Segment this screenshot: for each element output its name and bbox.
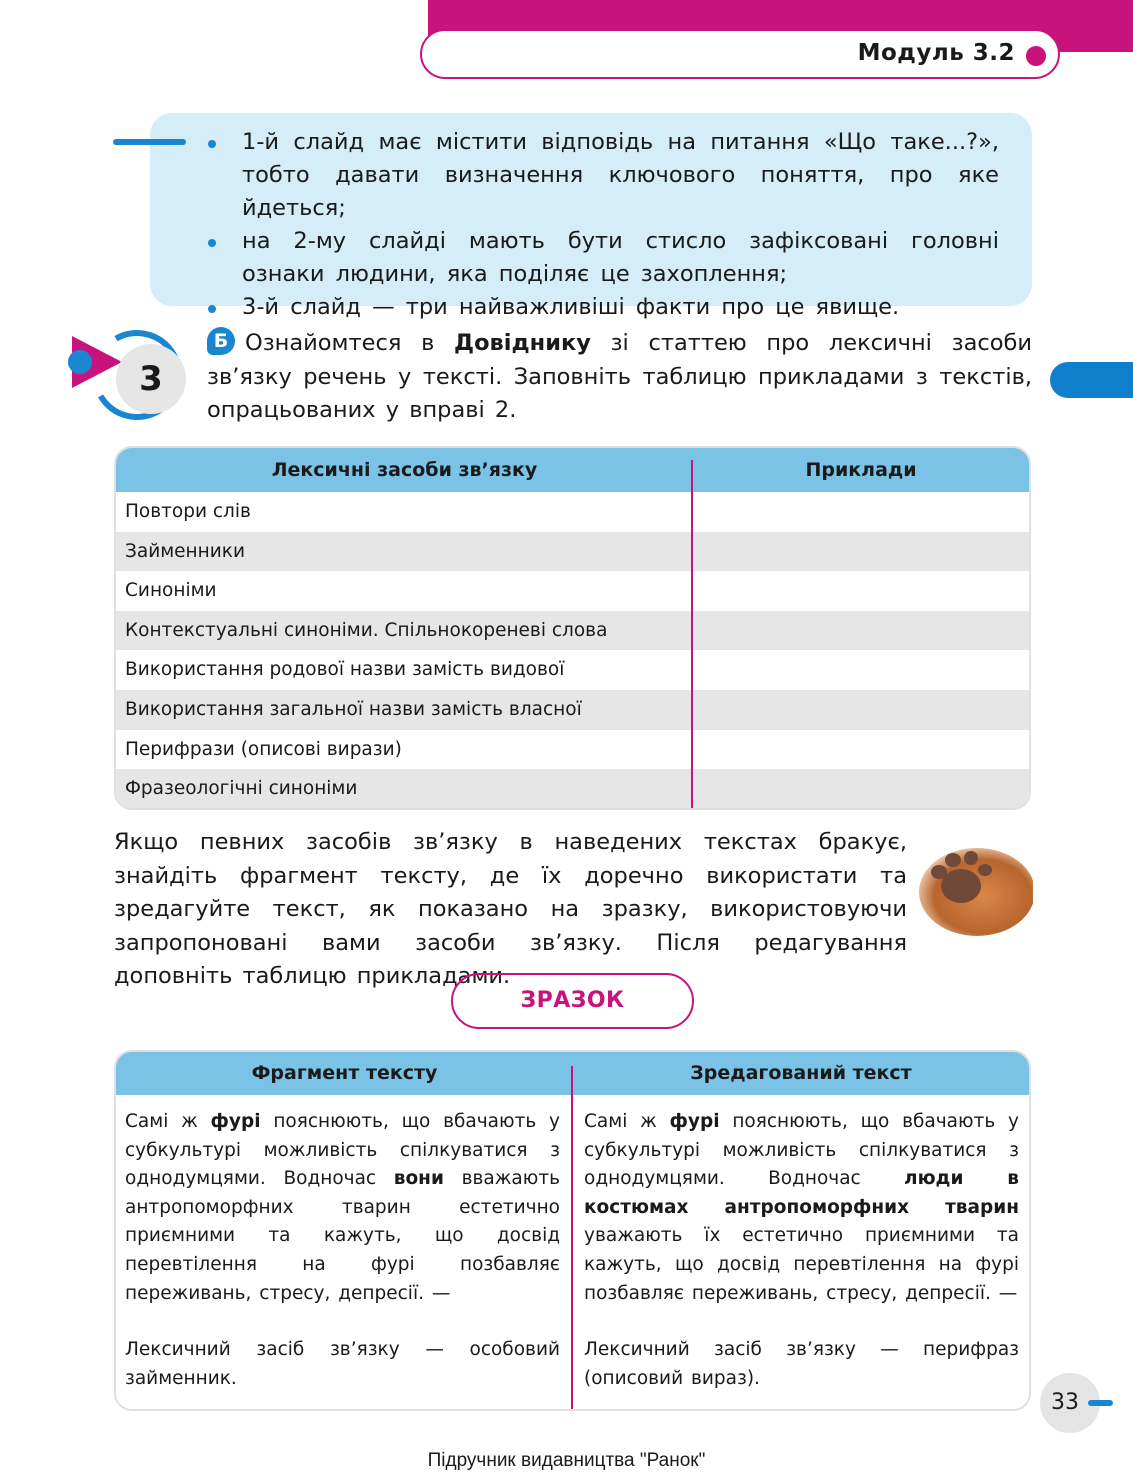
level-b-badge-icon: Б (207, 327, 235, 355)
instruction-bold-reference: Довіднику (454, 330, 591, 356)
table-header-row (116, 448, 1029, 492)
edited-cell (584, 1108, 1019, 1393)
table-row: Перифрази (описові вирази) (125, 738, 402, 760)
column-header-means: Лексичні засоби зв’язку (271, 459, 538, 481)
table-row: Синоніми (125, 580, 217, 602)
fragment-text (125, 1108, 560, 1308)
table-row: Використання загальної назви замість власної (116, 690, 1029, 730)
edited-text (584, 1108, 1019, 1308)
exercise-number: 3 (139, 359, 163, 399)
fragment-note: Лексичний засіб зв’язку — особовий займенник. (125, 1339, 560, 1389)
text-run: Самі ж (125, 1111, 198, 1132)
bold-term: вони (393, 1168, 444, 1190)
info-bullet: 1-й слайд має містити відповідь на питання «Що таке...?», тобто давати визначення ключового поняття, про яке йдеться; (207, 126, 999, 225)
bold-term: фурі (669, 1111, 720, 1132)
column-header-fragment: Фрагмент тексту (251, 1062, 438, 1084)
page-dash-icon (1088, 1400, 1113, 1406)
text-run: пояснюють, що вбачають у субкультурі можливість спілкуватися з однодумцями. Водночас (125, 1111, 560, 1190)
table-column-divider (691, 460, 693, 808)
fragment-cell (125, 1108, 560, 1393)
publisher-footer: Підручник видавництва "Ранок" (427, 1450, 706, 1471)
column-header-edited: Зредагований текст (690, 1062, 912, 1084)
page-number: 33 (1051, 1390, 1079, 1415)
edited-note: Лексичний засіб зв’язку — перифраз (описовий вираз). (584, 1339, 1019, 1389)
instruction-paragraph: Якщо певних засобів зв’язку в наведених текстах бракує, знайдіть фрагмент тексту, де їх доречно використати та зредагуйте текст, як показано на зразку, використовуючи запропоновані вами засоби зв’язку. Після редагування доповніть таблицю прикладами. (114, 829, 907, 989)
table-row: Займенники (116, 532, 1029, 572)
fur-paw-image (915, 836, 1033, 936)
table-row: Повтори слів (125, 501, 251, 522)
bold-term: фурі (210, 1111, 261, 1132)
exercise-dot-icon (68, 350, 92, 374)
instruction-text-before: Ознайомтеся в (245, 330, 435, 356)
column-header-examples: Приклади (805, 459, 917, 481)
info-bullet: 3-й слайд — три найважливіші факти про це явище. (207, 291, 999, 324)
info-bullet-list (207, 126, 999, 324)
lexical-means-table (114, 446, 1031, 810)
text-run: Самі ж (584, 1111, 657, 1132)
module-label: Модуль 3.2 (857, 40, 1015, 66)
table-row: Контекстуальні синоніми. Спільнокореневі слова (116, 611, 1029, 651)
instruction-text-after: зі статтею про лексичні засоби зв’язку речень у тексті. Заповніть таблицю прикладами з текстів, опрацьованих у вправі 2. (207, 330, 1033, 423)
info-bullet: на 2-му слайді мають бути стисло зафіксовані головні ознаки людини, яка поділяє це захоплення; (207, 225, 999, 291)
table-column-divider (571, 1066, 573, 1409)
side-tab-marker (1050, 362, 1133, 398)
text-run: вважають антропоморфних тварин естетично приємними та кажуть, що досвід перевтілення на фурі позбавляє переживань, стресу, депресії. — (125, 1168, 560, 1304)
module-dot-icon (1026, 46, 1046, 66)
text-run: пояснюють, що вбачають у субкультурі можливість спілкуватися з однодумцями. Водночас (584, 1111, 1019, 1190)
text-run: уважають їх естетично приємними та кажуть, що досвід перевтілення на фурі позбавляє переживань, стресу, депресії. — (584, 1225, 1019, 1304)
info-dash-icon (113, 139, 186, 145)
table-row: Використання родової назви замість видової (125, 659, 565, 681)
exercise-instruction (207, 327, 1032, 428)
bold-term: люди в костюмах антропоморфних тварин (584, 1168, 1019, 1218)
table-row: Фразеологічні синоніми (116, 769, 1029, 809)
sample-label: ЗРАЗОК (451, 973, 694, 1029)
